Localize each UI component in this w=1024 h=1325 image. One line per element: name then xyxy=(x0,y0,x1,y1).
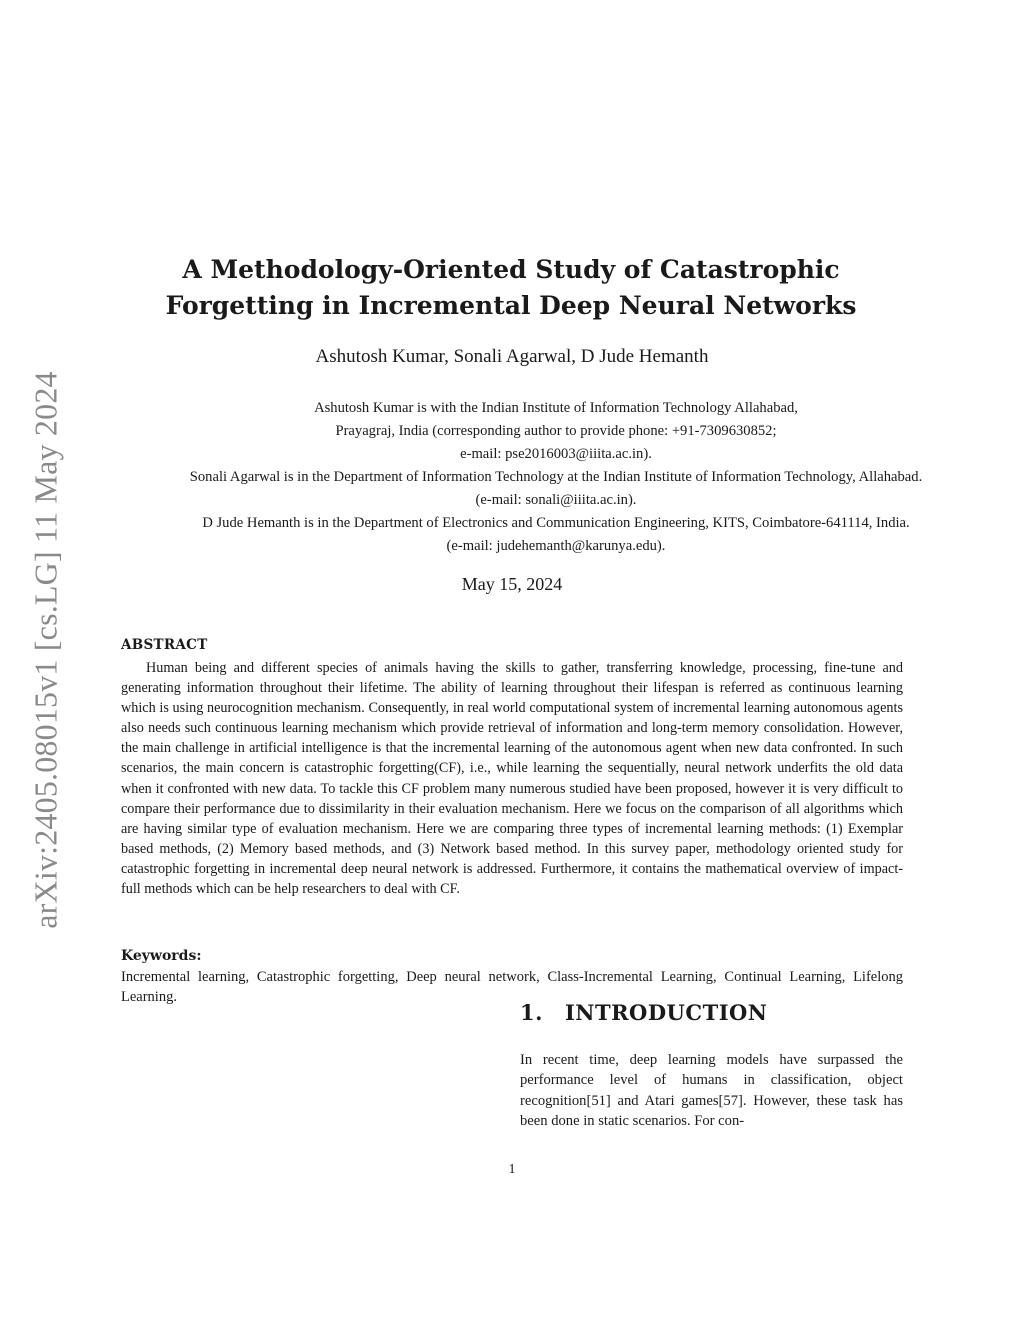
affiliation-line: Sonali Agarwal is in the Department of Information Technology at the Indian Institute of Information Technology, Allahabad. xyxy=(189,469,923,485)
affiliation-line: D Jude Hemanth is in the Department of Electronics and Communication Engineering, KITS, Coimbatore-641114, India. xyxy=(202,515,910,531)
affiliation-line: (e-mail: sonali@iiita.ac.in). xyxy=(475,492,637,508)
keywords-heading: Keywords: xyxy=(121,948,202,964)
section-title: INTRODUCTION xyxy=(564,1000,768,1025)
page-number: 1 xyxy=(508,1162,516,1177)
affiliation-line: Ashutosh Kumar is with the Indian Institute of Information Technology Allahabad, xyxy=(314,400,798,416)
abstract-heading: ABSTRACT xyxy=(121,637,208,653)
paper-title xyxy=(130,252,892,324)
affiliation-line: (e-mail: judehemanth@karunya.edu). xyxy=(446,538,666,554)
section-heading-introduction xyxy=(520,1000,768,1025)
keywords-text: Incremental learning, Catastrophic forgetting, Deep neural network, Class-Incremental Learning, Continual Learning, Lifelong Learning. xyxy=(121,969,903,1005)
introduction-text: In recent time, deep learning models have surpassed the performance level of humans in classification, object recognition[51] and Atari games[57]. However, these task has been done in static scenarios. For con- xyxy=(520,1052,903,1129)
section-number: 1. xyxy=(520,1000,543,1025)
affiliation-line: Prayagraj, India (corresponding author to provide phone: +91-7309630852; xyxy=(335,423,777,439)
abstract-text: Human being and different species of animals having the skills to gather, transferring knowledge, processing, fine-tune and generating information throughout their lifetime. The ability of learning throughout their lifespan is referred as continuous learning which is using neurocognition mechanism. Consequently, in real world computational system of incremental learning autonomous agents also needs such continuous learning mechanism which provide retrieval of information and long-term memory consolidation. However, the main challenge in artificial intelligence is that the incremental learning of the autonomous agent when new data confronted. In such scenarios, the main concern is catastrophic forgetting(CF), i.e., while learning the sequentially, neural network underfits the old data when it confronted with new data. To tackle this CF problem many numerous studied have been proposed, however it is very difficult to compare their performance due to dissimilarity in their evaluation mechanism. Here we focus on the comparison of all algorithms which are having similar type of evaluation mechanism. Here we are comparing three types of incremental learning methods: (1) Exemplar based methods, (2) Memory based methods, and (3) Network based method. In this survey paper, methodology oriented study for catastrophic forgetting in incremental deep neural network is addressed. Furthermore, it contains the mathematical overview of impact-full methods which can be help researchers to deal with CF. xyxy=(121,660,903,898)
affiliations xyxy=(100,397,1012,558)
title-line: Forgetting in Incremental Deep Neural Networks xyxy=(165,291,857,320)
title-line: A Methodology-Oriented Study of Catastrophic xyxy=(182,255,840,284)
affiliation-line: e-mail: pse2016003@iiita.ac.in). xyxy=(460,446,652,462)
publication-date: May 15, 2024 xyxy=(461,574,563,594)
author-list: Ashutosh Kumar, Sonali Agarwal, D Jude Hemanth xyxy=(315,346,709,367)
arxiv-identifier: arXiv:2405.08015v1 [cs.LG] 11 May 2024 xyxy=(27,371,64,929)
